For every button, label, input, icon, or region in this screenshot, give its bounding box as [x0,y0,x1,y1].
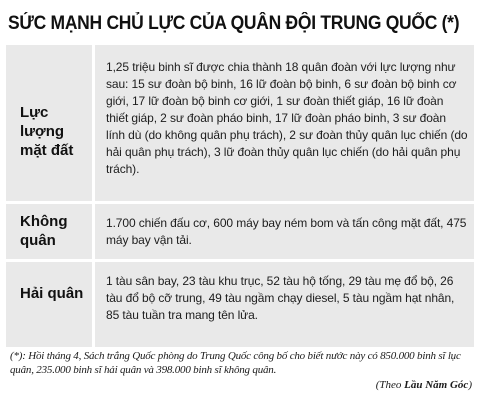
credit-suffix: ) [468,379,472,391]
forces-table [6,45,474,347]
credit-prefix: (Theo [375,379,405,391]
table-row-navy [6,262,474,347]
row-content-navy: 1 tàu sân bay, 23 tàu khu trục, 52 tàu hộ tống, 29 tàu mẹ đổ bộ, 26 tàu đổ bộ cỡ trung, 49 tàu ngầm chạy diesel, 5 tàu ngầm hạt nhân, 85 tàu tuần tra mang tên lửa. [106,274,455,322]
table-row-ground-forces [6,45,474,201]
row-label-ground-forces: Lực lượng mặt đất [20,104,74,159]
footnote: (*): Hồi tháng 4, Sách trắng Quốc phòng do Trung Quốc công bố cho biết nước này có 850.000 binh sĩ lục quân, 235.000 binh sĩ hải quân và 398.000 binh sĩ không quân. [10,350,461,376]
row-content-air-force: 1.700 chiến đấu cơ, 600 máy bay ném bom và tấn công mặt đất, 475 máy bay vận tải. [106,216,467,247]
source-credit [376,378,472,392]
page-title: SỨC MẠNH CHỦ LỰC CỦA QUÂN ĐỘI TRUNG QUỐC (*) [8,13,460,34]
table-row-air-force [6,204,474,259]
row-content-ground-forces: 1,25 triệu binh sĩ được chia thành 18 quân đoàn với lực lượng như sau: 15 sư đoàn bộ binh, 16 lữ đoàn bộ binh, 6 sư đoàn bộ binh cơ giới, 17 lữ đoàn bộ binh cơ giới, 1 sư đoàn thiết giáp, 16 lữ đoàn thiết giáp, 2 sư đoàn pháo binh, 17 lữ đoàn pháo binh, 3 sư đoàn lính dù (do không quân phụ trách), 2 sư đoàn thủy quân lục chiến (do hải quân phụ trách), 3 lữ đoàn thủy quân lục chiến (do hải quân phụ trách). [106,60,468,176]
row-label-air-force: Không quân [20,213,68,249]
row-label-navy: Hải quân [20,285,84,302]
credit-source: Lầu Năm Góc [404,379,469,391]
